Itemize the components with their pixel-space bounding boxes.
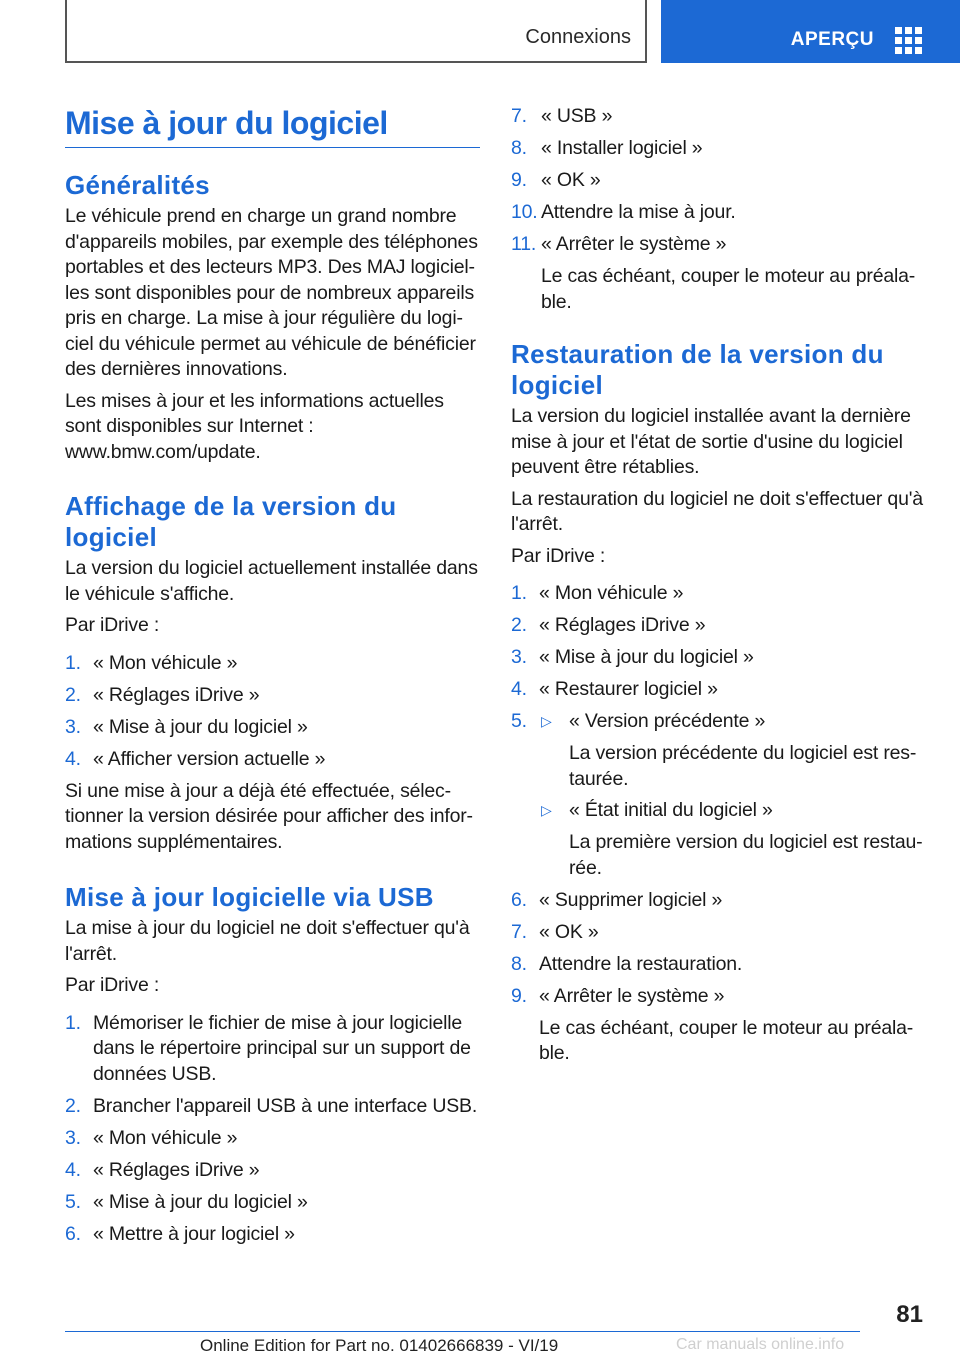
list-item <box>65 1222 480 1248</box>
step-text: Attendre la restauration. <box>539 952 743 975</box>
step-text: « Réglages iDrive » <box>93 1158 260 1181</box>
paragraph-intro: Par iDrive : <box>65 974 160 996</box>
step-text: « USB » <box>541 105 613 127</box>
step-text: « OK » <box>541 169 601 191</box>
step-text: « Mise à jour du logiciel » <box>93 715 308 738</box>
step-number: 1. <box>511 582 527 604</box>
title-divider <box>65 147 480 148</box>
section-heading: Mise à jour logicielle via USB <box>65 882 434 912</box>
list-item <box>511 920 931 946</box>
step-number: 6. <box>65 1222 81 1245</box>
step-number: 8. <box>511 137 527 159</box>
section-version-display <box>65 491 480 861</box>
step-text: « Supprimer logiciel » <box>539 888 723 911</box>
footer-edition: Online Edition for Part no. 01402666839 - VI/19 <box>200 1336 559 1355</box>
step-text: Mémoriser le fichier de mise à jour logicielle dans le répertoire principal sur un support de données USB. <box>93 1011 471 1085</box>
overview-tab-label: APERÇU <box>790 29 874 50</box>
step-number: 2. <box>65 1094 81 1117</box>
step-number: 2. <box>511 614 527 636</box>
overview-tab[interactable] <box>661 0 960 63</box>
step-text: « Mon véhicule » <box>93 1126 238 1149</box>
step-text: « Mise à jour du logiciel » <box>539 646 754 668</box>
step-text: « Réglages iDrive » <box>93 683 260 706</box>
step-number: 5. <box>511 710 527 732</box>
list-item <box>65 1094 480 1120</box>
list-item <box>511 581 931 607</box>
step-number: 9. <box>511 169 527 191</box>
step-text: « Mon véhicule » <box>93 651 238 674</box>
section-restore <box>511 339 931 1073</box>
step-number: 10. <box>511 201 538 223</box>
section-heading: Affichage de la version du logiciel <box>65 491 397 552</box>
triangle-right-icon: ▷ <box>541 802 552 818</box>
list-item <box>65 651 480 677</box>
paragraph: La version du logiciel actuellement installée dans le véhicule s'affiche. <box>65 557 478 605</box>
paragraph: Le véhicule prend en charge un grand nombre d'appareils mobiles, par exemple des téléphones portables et des lecteurs MP3. Des MAJ logicielles sont disponibles pour de nombreux appareils pris en charge. La mise à jour régulière du logiciel du véhicule permet au véhicule de bénéficier des dernières innovations. <box>65 205 478 380</box>
sub-option-description: La version précédente du logiciel est restaurée. <box>569 742 917 790</box>
list-item <box>511 136 931 162</box>
watermark: Car manuals online.info <box>676 1336 845 1353</box>
list-item <box>511 984 931 1010</box>
usb-steps-continued <box>511 104 931 321</box>
step-text: « Mettre à jour logiciel » <box>93 1222 295 1245</box>
list-item <box>65 747 480 773</box>
triangle-right-icon: ▷ <box>541 713 552 729</box>
list-item <box>511 709 931 881</box>
list-item <box>65 683 480 709</box>
step-number: 4. <box>65 747 81 770</box>
step-number: 7. <box>511 920 527 943</box>
step-text: « Réglages iDrive » <box>539 614 706 636</box>
step-text: « Installer logiciel » <box>541 137 703 159</box>
step-text: « Mise à jour du logiciel » <box>93 1190 308 1213</box>
sub-option-label: « État initial du logiciel » <box>569 799 773 821</box>
steps-list <box>65 651 480 773</box>
paragraph-intro: Par iDrive : <box>65 614 160 636</box>
sub-option <box>539 709 931 735</box>
paragraph: Les mises à jour et les informations actuelles sont disponibles sur Internet : www.bmw.com/update. <box>65 389 444 463</box>
page-title: Mise à jour du logiciel <box>65 105 388 141</box>
list-item <box>511 104 931 130</box>
header-section-title: Connexions <box>525 26 631 48</box>
step-number: 8. <box>511 952 527 975</box>
list-item <box>511 613 931 639</box>
list-item <box>511 952 931 978</box>
sub-option-label: « Version précédente » <box>569 710 766 732</box>
steps-list <box>65 1011 480 1248</box>
list-item <box>511 677 931 703</box>
paragraph: La version du logiciel installée avant la dernière mise à jour et l'état de sortie d'usine du logiciel peuvent être rétablies. <box>511 405 911 478</box>
step-number: 4. <box>511 678 527 700</box>
step-number: 5. <box>65 1190 81 1213</box>
list-item <box>65 1190 480 1216</box>
sub-option <box>539 798 931 824</box>
section-heading: Généralités <box>65 170 210 200</box>
section-general <box>65 170 480 471</box>
step-text: « Mon véhicule » <box>539 582 684 604</box>
step-note: Le cas échéant, couper le moteur au préalable. <box>541 265 916 313</box>
sub-option-description: La première version du logiciel est restaurée. <box>569 831 923 879</box>
footer-divider <box>65 1331 860 1332</box>
step-text: « Afficher version actuelle » <box>93 747 326 770</box>
step-text: « Restaurer logiciel » <box>539 678 718 700</box>
list-item <box>65 1011 480 1088</box>
step-number: 1. <box>65 651 81 674</box>
step-text: « Arrêter le système » <box>541 233 727 255</box>
step-note: Le cas échéant, couper le moteur au préalable. <box>539 1016 914 1064</box>
step-number: 7. <box>511 105 527 127</box>
list-item <box>511 888 931 914</box>
list-item <box>511 645 931 671</box>
step-number: 6. <box>511 888 527 911</box>
step-number: 3. <box>511 646 527 668</box>
step-number: 1. <box>65 1011 81 1034</box>
step-number: 3. <box>65 1126 81 1149</box>
paragraph-intro: Par iDrive : <box>511 544 606 567</box>
paragraph: La restauration du logiciel ne doit s'effectuer qu'à l'arrêt. <box>511 487 923 535</box>
step-number: 3. <box>65 715 81 738</box>
header-section-box <box>65 0 647 63</box>
list-item <box>65 1126 480 1152</box>
list-item <box>511 232 931 258</box>
paragraph: Si une mise à jour a déjà été effectuée, sélectionner la version désirée pour afficher des informations supplémentaires. <box>65 779 474 853</box>
section-usb-update <box>65 882 480 1254</box>
step-text: « OK » <box>539 920 599 943</box>
steps-list <box>511 581 931 1009</box>
list-item <box>511 200 931 226</box>
page-number: 81 <box>896 1301 923 1328</box>
step-text: Attendre la mise à jour. <box>541 201 736 223</box>
step-number: 11. <box>511 233 537 255</box>
list-item <box>65 715 480 741</box>
step-number: 2. <box>65 683 81 706</box>
section-heading: Restauration de la version du logiciel <box>511 339 884 400</box>
step-number: 4. <box>65 1158 81 1181</box>
list-item <box>511 168 931 194</box>
grid-icon <box>895 27 922 54</box>
step-text: Brancher l'appareil USB à une interface USB. <box>93 1094 478 1117</box>
steps-list <box>511 104 931 258</box>
list-item <box>65 1158 480 1184</box>
step-number: 9. <box>511 984 527 1007</box>
paragraph: La mise à jour du logiciel ne doit s'effectuer qu'à l'arrêt. <box>65 917 470 965</box>
step-text: « Arrêter le système » <box>539 984 725 1007</box>
